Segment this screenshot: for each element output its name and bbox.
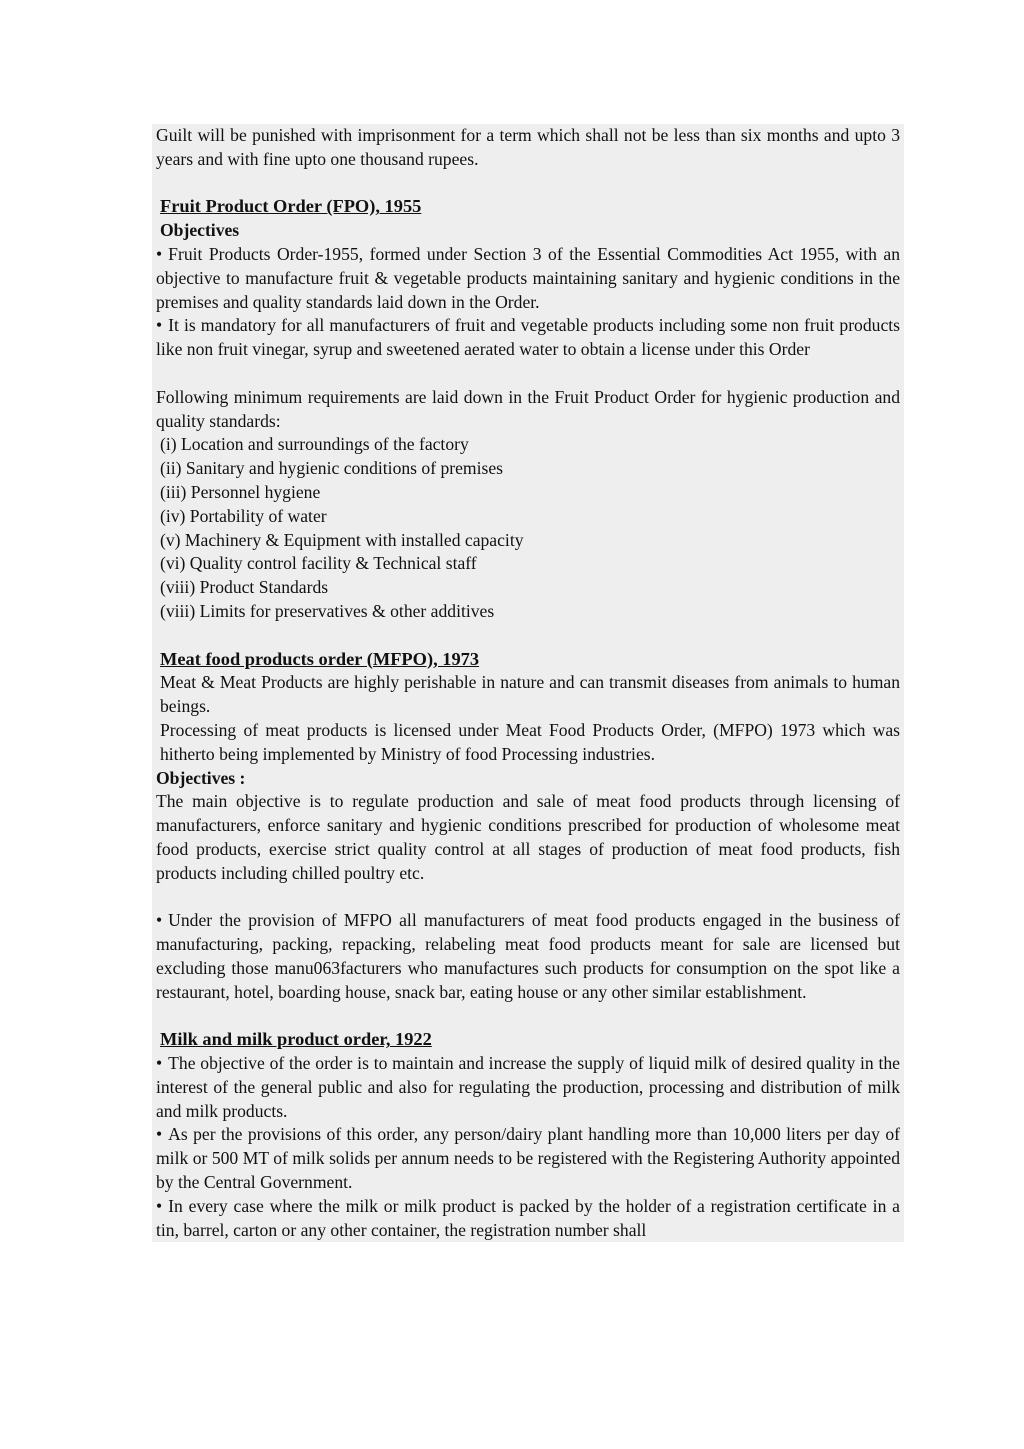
milk-heading: Milk and milk product order, 1922 [160,1029,432,1050]
fpo-bullet-2-text: It is mandatory for all manufacturers of fruit and vegetable products including some non fruit products like non fruit vinegar, syrup and sweetened aerated water to obtain a license under this Order [156,315,900,360]
milk-bullet-3-text: In every case where the milk or milk product is packed by the holder of a registration certificate in a tin, barrel, carton or any other container, the registration number shall [156,1195,900,1240]
fpo-requirement-item: (viii) Product Standards [160,577,329,598]
bullet-icon: • [156,910,163,931]
fpo-requirement-item: (ii) Sanitary and hygienic conditions of premises [160,458,504,479]
milk-bullet-2 [152,1123,904,1194]
spacer [152,886,904,910]
bullet-icon: • [156,1124,163,1145]
fpo-bullet-1 [152,243,904,314]
fpo-requirement-item: (iv) Portability of water [160,505,327,526]
bullet-icon: • [156,243,163,264]
bullet-icon: • [156,1053,163,1074]
bullet-icon: • [156,1195,163,1216]
mfpo-objectives-text: The main objective is to regulate production and sale of meat food products through licensing of manufacturers, enforce sanitary and hygienic conditions prescribed for production of wholesome meat food products, exercise strict quality control at all stages of production of meat food products, fish products including chilled poultry etc. [156,791,900,883]
mfpo-paragraph-2: Processing of meat products is licensed under Meat Food Products Order, (MFPO) 1973 which was hitherto being implemented by Ministry of food Processing industries. [160,719,900,764]
fpo-heading: Fruit Product Order (FPO), 1955 [160,196,422,217]
fpo-requirement-item: (viii) Limits for preservatives & other additives [160,600,495,621]
document-body [152,124,904,1242]
mfpo-bullet [152,909,904,1004]
bullet-icon: • [156,315,163,336]
spacer [152,1004,904,1028]
fpo-bullet-2 [152,314,904,362]
spacer [152,172,904,196]
intro-paragraph: Guilt will be punished with imprisonment for a term which shall not be less than six months and upto 3 years and with fine upto one thousand rupees. [156,125,900,169]
milk-bullet-1 [152,1052,904,1123]
mfpo-objectives-label: Objectives : [156,767,246,788]
mfpo-paragraph-1: Meat & Meat Products are highly perishable in nature and can transmit diseases from animals to human beings. [160,672,900,717]
milk-bullet-1-text: The objective of the order is to maintain and increase the supply of liquid milk of desired quality in the interest of the general public and also for regulating the production, processing and distribution of milk and milk products. [156,1053,900,1121]
fpo-requirement-item: (v) Machinery & Equipment with installed capacity [160,529,524,550]
fpo-objectives-label: Objectives [160,220,240,241]
fpo-bullet-1-text: Fruit Products Order-1955, formed under Section 3 of the Essential Commodities Act 1955, with an objective to manufacture fruit & vegetable products maintaining sanitary and hygienic conditions in the premises and quality standards laid down in the Order. [156,243,900,312]
milk-bullet-2-text: As per the provisions of this order, any person/dairy plant handling more than 10,000 liters per day of milk or 500 MT of milk solids per annum needs to be registered with the Registering Authority appointed by the Central Government. [156,1124,900,1193]
fpo-requirement-item: (iii) Personnel hygiene [160,481,321,502]
milk-bullet-3 [152,1195,904,1243]
spacer [152,362,904,386]
mfpo-bullet-text: Under the provision of MFPO all manufacturers of meat food products engaged in the business of manufacturing, packing, repacking, relabeling meat food products meant for sale are licensed but excluding those manu063facturers who manufactures such products for consumption on the spot like a restaurant, hotel, boarding house, snack bar, eating house or any other similar establishment. [156,910,900,1002]
fpo-requirement-item: (i) Location and surroundings of the factory [160,434,469,455]
spacer [152,624,904,648]
fpo-requirement-item: (vi) Quality control facility & Technical staff [160,553,477,574]
mfpo-heading: Meat food products order (MFPO), 1973 [160,648,480,669]
fpo-requirements-intro: Following minimum requirements are laid down in the Fruit Product Order for hygienic production and quality standards: [156,386,900,431]
